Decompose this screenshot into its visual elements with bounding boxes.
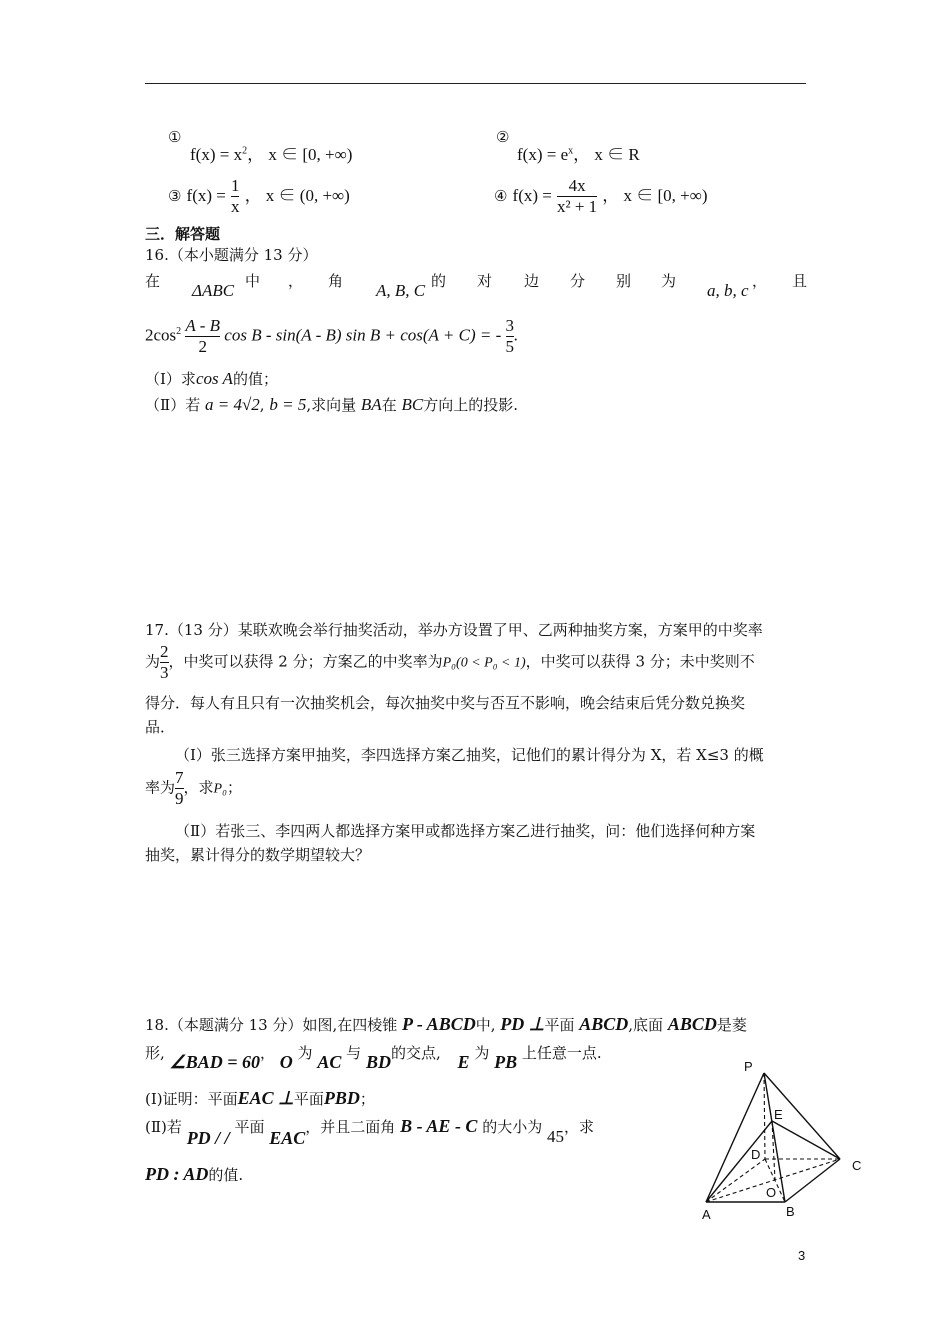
q16-text: 边 [524,272,540,290]
q17-line-1: 17.（13 分）某联欢晚会举行抽奖活动，举办方设置了甲、乙两种抽奖方案，方案甲的中奖率 [145,621,763,639]
q16-text: 别 [616,272,632,290]
q17-line-4: 品． [145,718,176,736]
q18-part-2: (Ⅱ)若 PD / / 平面 EAC，并且二面角 B - AE - C 的大小为 45，求 [145,1116,595,1148]
q17-line-6: 率为 $\frac{7}{9}$ ，求P₀； [145,768,242,808]
q17-line-8: 抽奖，累计得分的数学期望较大？ [145,846,371,864]
q16-text: 中 [245,272,261,290]
q18-line-2: 形, ∠BAD = 60， O 为 AC 与 BD的交点, E 为 PB 上任意一点. [145,1044,602,1072]
section-heading: 三．解答题 [145,225,221,243]
header-rule [145,83,806,84]
pyramid-figure [690,1055,870,1225]
q16-text: ， [288,272,304,290]
label-C: C [852,1158,862,1173]
label-D: D [751,1147,761,1162]
label-A: A [702,1207,711,1222]
q16-text: 的 [431,272,447,290]
q17-line-2: 为 $\frac{2}{3}$ ，中奖可以获得 2 分；方案乙的中奖率为P₀(0 < P₀ < 1)，中奖可以获得 3 分；未中奖则不 [145,642,755,682]
q16-text: 角 [328,272,344,290]
q16-text: 对 [477,272,493,290]
edge-PD [764,1073,765,1159]
choice-4-expression: ④ f(x) = $\frac{4x}{\text{x² + 1}}$ ， x ∈ [0, +∞) [494,176,708,216]
q16-text: 在 [145,272,161,290]
q16-triangle: ΔABC [192,281,235,300]
choice-3-expression: ③ f(x) = $\frac{1}{x}$ ， x ∈ (0, +∞) [168,176,350,216]
q16-header: 16.（本小题满分 13 分） [145,246,318,264]
q17-part-2: （Ⅱ）若张三、李四两人都选择方案甲或都选择方案乙进行抽奖，问：他们选择何种方案 [175,822,756,840]
choice-2-number: ② [496,128,510,146]
q18-part-2-cont: PD : AD的值. [145,1164,244,1184]
edge-PA [706,1073,764,1202]
label-P: P [744,1059,753,1074]
choice-1-number: ① [168,128,182,146]
edge-EC [772,1121,840,1159]
q16-part-1: （Ⅰ）求cos A的值； [145,369,278,388]
q16-equation: $2\cos^2$ $\frac{A - B}{2}$ cos B - sin(A - B) sin B + cos(A + C) = - $\frac{3}{5}$ . [145,316,519,356]
q16-text: ， [752,272,768,290]
label-E: E [774,1107,783,1122]
label-O: O [766,1185,777,1200]
q18-line-1: 18.（本题满分 13 分）如图,在四棱锥 P - ABCD中, PD ⊥平面 ABCD,底面 ABCD是菱 [145,1014,747,1034]
q16-angles: A, B, C [376,281,426,300]
page-number: 3 [798,1248,806,1263]
q16-text: 分 [570,272,586,290]
q17-part-1: （Ⅰ）张三选择方案甲抽奖，李四选择方案乙抽奖，记他们的累计得分为 X，若 X≤3 的概 [175,746,764,764]
edge-AE [706,1121,772,1202]
q17-line-3: 得分．每人有且只有一次抽奖机会，每次抽奖中奖与否互不影响，晚会结束后凭分数兑换奖 [145,694,746,712]
q16-sides: a, b, c [707,281,749,300]
q16-part-2: （Ⅱ）若 a = 4√2, b = 5,求向量 BA在 BC方向上的投影. [145,395,518,414]
q16-text: 且 [792,272,808,290]
q16-text: 为 [661,272,677,290]
choice-1-expression: $f(x) = x^2$， x ∈ [0, +∞) [190,145,353,164]
label-B: B [786,1204,795,1219]
edge-BC [785,1159,840,1202]
choice-2-expression: $f(x) = e^x$， x ∈ R [517,145,640,164]
q18-part-1: (Ⅰ)证明：平面EAC ⊥平面PBD； [145,1088,375,1108]
